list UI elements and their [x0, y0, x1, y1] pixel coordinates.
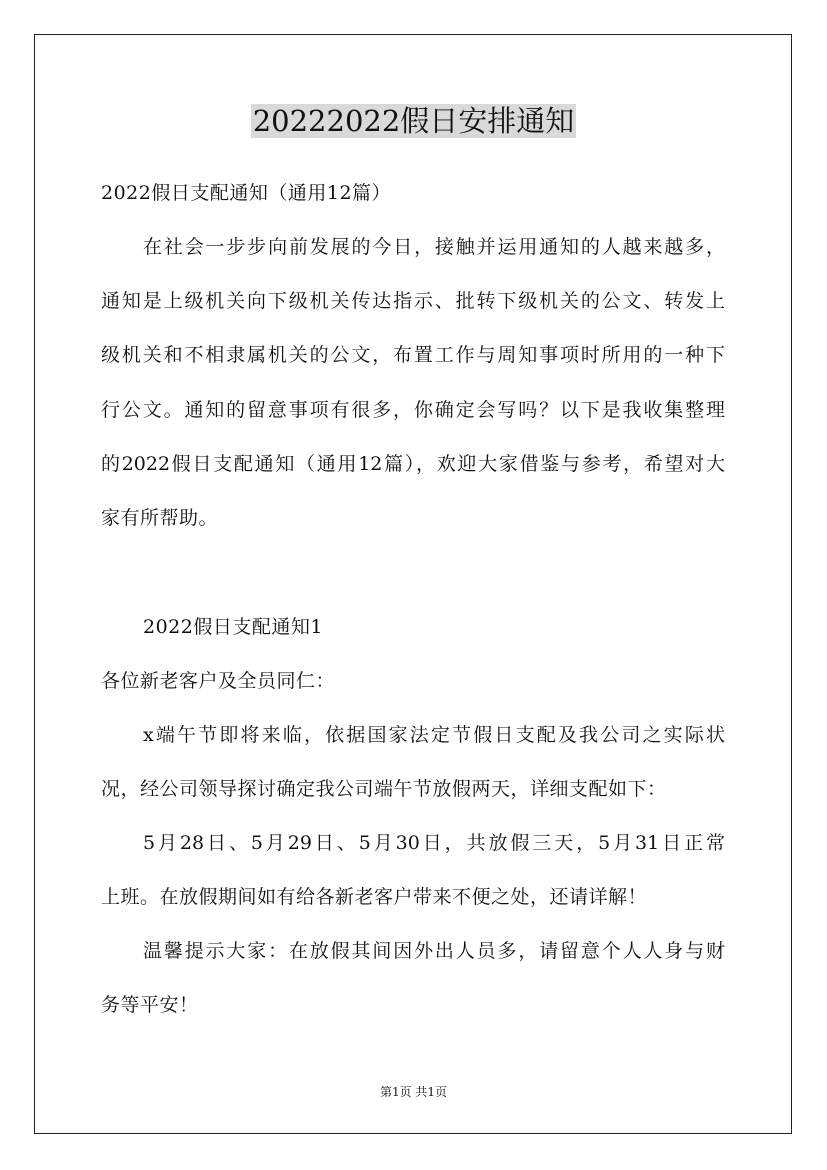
section-heading: 2022假日支配通知1 [143, 616, 323, 638]
body-line: 温馨提示大家：在放假其间因外出人员多，请留意个人人身与财 [143, 940, 725, 962]
intro-line: 的2022假日支配通知（通用12篇），欢迎大家借鉴与参考，希望对大 [101, 453, 725, 475]
intro-line: 通知是上级机关向下级机关传达指示、批转下级机关的公文、转发上 [101, 290, 725, 312]
body-line: 务等平安！ [101, 994, 199, 1016]
document-subtitle: 2022假日支配通知（通用12篇） [101, 182, 392, 204]
body-line: 况，经公司领导探讨确定我公司端午节放假两天，详细支配如下： [101, 778, 667, 800]
body-line: 上班。在放假期间如有给各新老客户带来不便之处，还请详解！ [101, 886, 648, 908]
document-title-text: 20222022假日安排通知 [252, 104, 575, 138]
salutation: 各位新老客户及全员同仁： [101, 670, 336, 692]
intro-line: 家有所帮助。 [101, 507, 219, 529]
intro-line: 行公文。通知的留意事项有很多，你确定会写吗？以下是我收集整理 [101, 399, 725, 421]
document-title [0, 98, 827, 144]
body-line: x端午节即将来临，依据国家法定节假日支配及我公司之实际状 [143, 724, 725, 746]
intro-line: 级机关和不相隶属机关的公文，布置工作与周知事项时所用的一种下 [101, 344, 725, 366]
page-indicator: 第1页 共1页 [379, 1085, 448, 1099]
intro-line: 在社会一步步向前发展的今日，接触并运用通知的人越来越多， [143, 236, 725, 258]
body-line: 5月28日、5月29日、5月30日，共放假三天，5月31日正常 [143, 832, 725, 854]
